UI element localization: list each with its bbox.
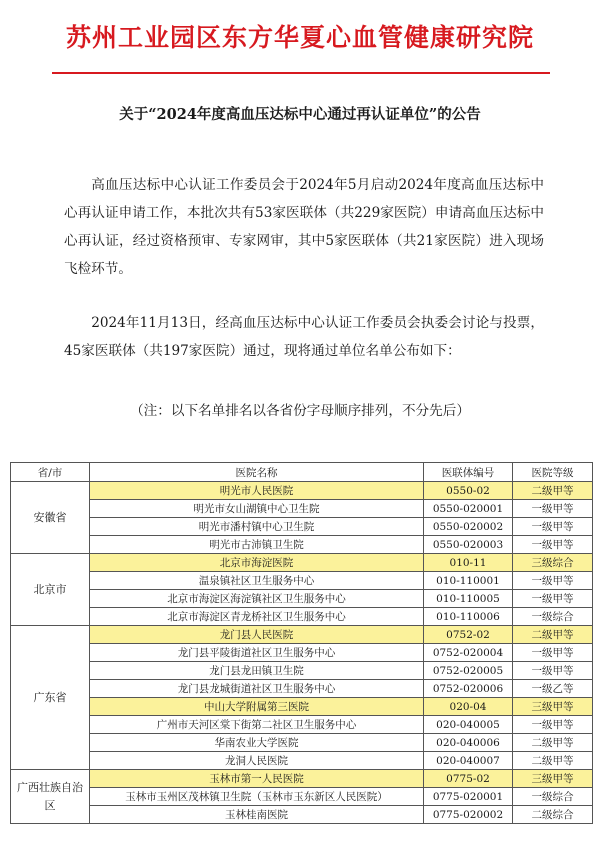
- organization-title: 苏州工业园区东方华夏心血管健康研究院: [65, 23, 534, 52]
- hospital-level-cell: 一级综合: [513, 788, 593, 806]
- table-row: [11, 590, 593, 608]
- table-row: [11, 500, 593, 518]
- hospital-level-cell: 二级甲等: [513, 752, 593, 770]
- table-row: [11, 752, 593, 770]
- table-row: [11, 626, 593, 644]
- alliance-code-cell: 020-04: [424, 698, 513, 716]
- table-body: [11, 482, 593, 824]
- hospital-name-cell: 玉林市玉州区茂林镇卫生院（玉林市玉东新区人民医院）: [90, 788, 424, 806]
- hospital-level-cell: 一级甲等: [513, 518, 593, 536]
- header-hospital-name: 医院名称: [90, 463, 424, 482]
- hospital-name-cell: 明光市女山湖镇中心卫生院: [90, 500, 424, 518]
- alliance-code-cell: 0550-020001: [424, 500, 513, 518]
- alliance-code-cell: 0752-020006: [424, 680, 513, 698]
- hospital-level-cell: 二级综合: [513, 806, 593, 824]
- hospital-name-cell: 北京市海淀区海淀镇社区卫生服务中心: [90, 590, 424, 608]
- table-header-row: [11, 463, 593, 482]
- hospital-name-cell: 中山大学附属第三医院: [90, 698, 424, 716]
- red-divider: [52, 72, 550, 74]
- table-row: [11, 572, 593, 590]
- alliance-code-cell: 020-040005: [424, 716, 513, 734]
- ordering-note: （注：以下名单排名以各省份字母顺序排列，不分先后）: [130, 403, 470, 419]
- table-row: [11, 608, 593, 626]
- table-row: [11, 806, 593, 824]
- hospital-table: [10, 462, 593, 824]
- hospital-level-cell: 一级甲等: [513, 572, 593, 590]
- alliance-code-cell: 010-11: [424, 554, 513, 572]
- hospital-name-cell: 北京市海淀区青龙桥社区卫生服务中心: [90, 608, 424, 626]
- hospital-level-cell: 三级甲等: [513, 698, 593, 716]
- hospital-level-cell: 二级甲等: [513, 626, 593, 644]
- table-row: [11, 662, 593, 680]
- hospital-level-cell: 一级甲等: [513, 662, 593, 680]
- table-row: [11, 644, 593, 662]
- table-row: [11, 788, 593, 806]
- table-row: [11, 734, 593, 752]
- province-cell: 广东省: [11, 626, 90, 770]
- alliance-code-cell: 010-110006: [424, 608, 513, 626]
- hospital-level-cell: 一级甲等: [513, 500, 593, 518]
- table-row: [11, 536, 593, 554]
- province-cell: 安徽省: [11, 482, 90, 554]
- hospital-name-cell: 龙洞人民医院: [90, 752, 424, 770]
- hospital-name-cell: 龙门县龙城街道社区卫生服务中心: [90, 680, 424, 698]
- hospital-level-cell: 二级甲等: [513, 734, 593, 752]
- hospital-level-cell: 三级甲等: [513, 770, 593, 788]
- alliance-code-cell: 0550-020003: [424, 536, 513, 554]
- table-row: [11, 716, 593, 734]
- hospital-level-cell: 一级甲等: [513, 716, 593, 734]
- notice-title: 关于“2024年度高血压达标中心通过再认证单位”的公告: [119, 106, 481, 123]
- header-alliance-code: 医联体编号: [424, 463, 513, 482]
- header-province: 省/市: [11, 463, 90, 482]
- hospital-level-cell: 二级甲等: [513, 482, 593, 500]
- hospital-level-cell: 一级甲等: [513, 536, 593, 554]
- alliance-code-cell: 020-040007: [424, 752, 513, 770]
- alliance-code-cell: 0775-02: [424, 770, 513, 788]
- hospital-level-cell: 一级甲等: [513, 590, 593, 608]
- hospital-name-cell: 玉林桂南医院: [90, 806, 424, 824]
- alliance-code-cell: 0752-020005: [424, 662, 513, 680]
- hospital-name-cell: 龙门县人民医院: [90, 626, 424, 644]
- table-row: [11, 680, 593, 698]
- alliance-code-cell: 0775-020002: [424, 806, 513, 824]
- paragraph-intro: 高血压达标中心认证工作委员会于2024年5月启动2024年度高血压达标中心再认证申请工作，本批次共有53家医联体（共229家医院）申请高血压达标中心再认证，经过资格预审、专家网审，其中5家医联体（共21家医院）进入现场飞检环节。: [64, 177, 544, 277]
- table-row: [11, 554, 593, 572]
- hospital-name-cell: 明光市人民医院: [90, 482, 424, 500]
- alliance-code-cell: 0752-020004: [424, 644, 513, 662]
- table-row: [11, 770, 593, 788]
- hospital-name-cell: 广州市天河区棠下街第二社区卫生服务中心: [90, 716, 424, 734]
- hospital-name-cell: 明光市潘村镇中心卫生院: [90, 518, 424, 536]
- paragraph-result: 2024年11月13日，经高血压达标中心认证工作委员会执委会讨论与投票，45家医联体（共197家医院）通过，现将通过单位名单公布如下：: [64, 315, 544, 359]
- hospital-name-cell: 北京市海淀医院: [90, 554, 424, 572]
- alliance-code-cell: 010-110001: [424, 572, 513, 590]
- alliance-code-cell: 0775-020001: [424, 788, 513, 806]
- hospital-level-cell: 一级甲等: [513, 644, 593, 662]
- hospital-level-cell: 一级乙等: [513, 680, 593, 698]
- province-cell: 广西壮族自治区: [11, 770, 90, 824]
- hospital-name-cell: 温泉镇社区卫生服务中心: [90, 572, 424, 590]
- header-hospital-level: 医院等级: [513, 463, 593, 482]
- hospital-name-cell: 龙门县龙田镇卫生院: [90, 662, 424, 680]
- table-row: [11, 482, 593, 500]
- alliance-code-cell: 0550-020002: [424, 518, 513, 536]
- alliance-code-cell: 0752-02: [424, 626, 513, 644]
- alliance-code-cell: 010-110005: [424, 590, 513, 608]
- hospital-name-cell: 玉林市第一人民医院: [90, 770, 424, 788]
- province-cell: 北京市: [11, 554, 90, 626]
- hospital-name-cell: 龙门县平陵街道社区卫生服务中心: [90, 644, 424, 662]
- alliance-code-cell: 020-040006: [424, 734, 513, 752]
- table-row: [11, 518, 593, 536]
- hospital-name-cell: 明光市古沛镇卫生院: [90, 536, 424, 554]
- hospital-level-cell: 一级综合: [513, 608, 593, 626]
- hospital-name-cell: 华南农业大学医院: [90, 734, 424, 752]
- table-row: [11, 698, 593, 716]
- hospital-level-cell: 三级综合: [513, 554, 593, 572]
- alliance-code-cell: 0550-02: [424, 482, 513, 500]
